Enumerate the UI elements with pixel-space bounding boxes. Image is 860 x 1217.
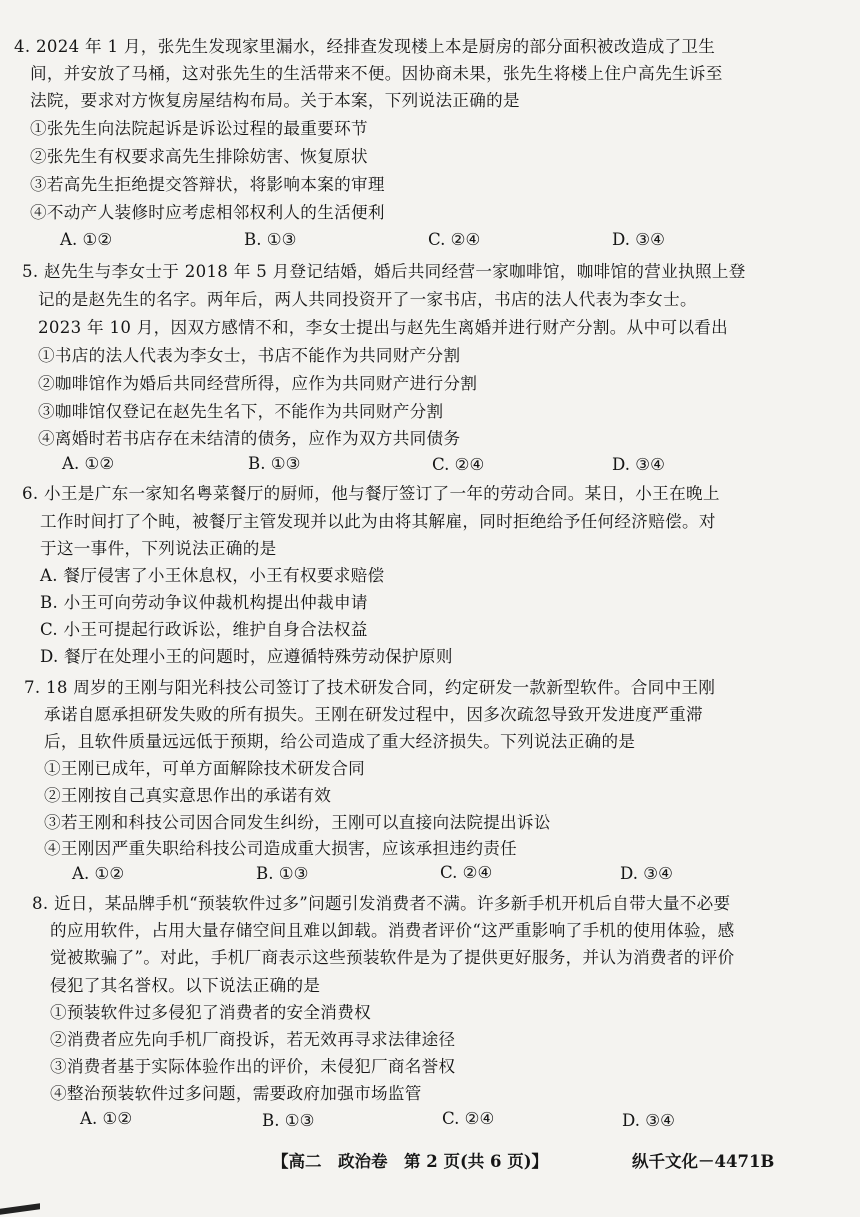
question-text: 于这一事件，下列说法正确的是 [40, 539, 277, 558]
statement-4: ④整治预装软件过多问题，需要政府加强市场监管 [50, 1084, 422, 1103]
option-d: D. ③④ [622, 1111, 676, 1130]
footer-publisher-code: 纵千文化－4471B [632, 1152, 775, 1171]
footer-page-info: 【高二 政治卷 第 2 页(共 6 页)】 [272, 1152, 549, 1171]
question-text: 间，并安放了马桶，这对张先生的生活带来不便。因协商未果，张先生将楼上住户高先生诉至 [30, 64, 723, 83]
option-c: C. ②④ [432, 455, 485, 474]
question-text: 的应用软件，占用大量存储空间且难以卸载。消费者评价“这严重影响了手机的使用体验，感 [50, 921, 735, 940]
question-text: 法院，要求对方恢复房屋结构布局。关于本案，下列说法正确的是 [30, 91, 520, 110]
choice-a: A. 餐厅侵害了小王休息权，小王有权要求赔偿 [40, 566, 385, 585]
statement-1: ①张先生向法院起诉是诉讼过程的最重要环节 [30, 119, 368, 138]
option-b: B. ①③ [256, 864, 309, 883]
statement-1: ①预装软件过多侵犯了消费者的安全消费权 [50, 1003, 371, 1022]
statement-3: ③若高先生拒绝提交答辩状，将影响本案的审理 [30, 175, 385, 194]
question-text: 记的是赵先生的名字。两年后，两人共同投资开了一家书店，书店的法人代表为李女士。 [38, 290, 697, 309]
statement-1: ①书店的法人代表为李女士，书店不能作为共同财产分割 [38, 346, 461, 365]
statement-2: ②王刚按自己真实意思作出的承诺有效 [44, 786, 332, 805]
question-text: 觉被欺骗了”。对此，手机厂商表示这些预装软件是为了提供更好服务，并认为消费者的评价 [50, 948, 735, 967]
option-c: C. ②④ [428, 230, 481, 249]
option-b: B. ①③ [262, 1111, 315, 1130]
option-a: A. ①② [80, 1109, 133, 1128]
statement-4: ④王刚因严重失职给科技公司造成重大损害，应该承担违约责任 [44, 839, 518, 858]
choice-d: D. 餐厅在处理小王的问题时，应遵循特殊劳动保护原则 [40, 647, 453, 666]
question-text: 5. 赵先生与李女士于 2018 年 5 月登记结婚，婚后共同经营一家咖啡馆，咖啡馆的营业执照上登 [22, 262, 746, 281]
option-c: C. ②④ [440, 863, 493, 882]
option-b: B. ①③ [248, 454, 301, 473]
option-a: A. ①② [62, 454, 115, 473]
option-a: A. ①② [72, 864, 125, 883]
statement-2: ②咖啡馆作为婚后共同经营所得，应作为共同财产进行分割 [38, 374, 478, 393]
question-text: 侵犯了其名誉权。以下说法正确的是 [50, 976, 321, 995]
question-text: 7. 18 周岁的王刚与阳光科技公司签订了技术研发合同，约定研发一款新型软件。合同中王刚 [24, 678, 716, 697]
question-text: 8. 近日，某品牌手机“预装软件过多”问题引发消费者不满。许多新手机开机后自带大量不必要 [32, 894, 731, 913]
statement-3: ③若王刚和科技公司因合同发生纠纷，王刚可以直接向法院提出诉讼 [44, 813, 551, 832]
option-d: D. ③④ [612, 455, 666, 474]
option-a: A. ①② [60, 230, 113, 249]
scan-edge-mark [0, 1203, 40, 1215]
question-text: 工作时间打了个盹，被餐厅主管发现并以此为由将其解雇，同时拒绝给予任何经济赔偿。对 [40, 512, 716, 531]
statement-3: ③咖啡馆仅登记在赵先生名下，不能作为共同财产分割 [38, 402, 444, 421]
question-text: 2023 年 10 月，因双方感情不和，李女士提出与赵先生离婚并进行财产分割。从中可以看出 [38, 318, 729, 337]
question-text: 6. 小王是广东一家知名粤菜餐厅的厨师，他与餐厅签订了一年的劳动合同。某日，小王在晚上 [22, 484, 720, 503]
option-c: C. ②④ [442, 1109, 495, 1128]
choice-b: B. 小王可向劳动争议仲裁机构提出仲裁申请 [40, 593, 368, 612]
option-d: D. ③④ [612, 230, 666, 249]
statement-2: ②消费者应先向手机厂商投诉，若无效再寻求法律途径 [50, 1030, 456, 1049]
statement-4: ④离婚时若书店存在未结清的债务，应作为双方共同债务 [38, 429, 461, 448]
statement-2: ②张先生有权要求高先生排除妨害、恢复原状 [30, 147, 368, 166]
question-text: 4. 2024 年 1 月，张先生发现家里漏水，经排查发现楼上本是厨房的部分面积被改造成了卫生 [14, 37, 716, 56]
statement-4: ④不动产人装修时应考虑相邻权利人的生活便利 [30, 203, 385, 222]
page-footer [0, 1148, 860, 1178]
option-b: B. ①③ [244, 230, 297, 249]
statement-1: ①王刚已成年，可单方面解除技术研发合同 [44, 759, 365, 778]
statement-3: ③消费者基于实际体验作出的评价，未侵犯厂商名誉权 [50, 1057, 456, 1076]
question-text: 承诺自愿承担研发失败的所有损失。王刚在研发过程中，因多次疏忽导致开发进度严重滞 [44, 705, 703, 724]
option-d: D. ③④ [620, 864, 674, 883]
choice-c: C. 小王可提起行政诉讼，维护自身合法权益 [40, 620, 368, 639]
question-text: 后，且软件质量远远低于预期，给公司造成了重大经济损失。下列说法正确的是 [44, 732, 636, 751]
